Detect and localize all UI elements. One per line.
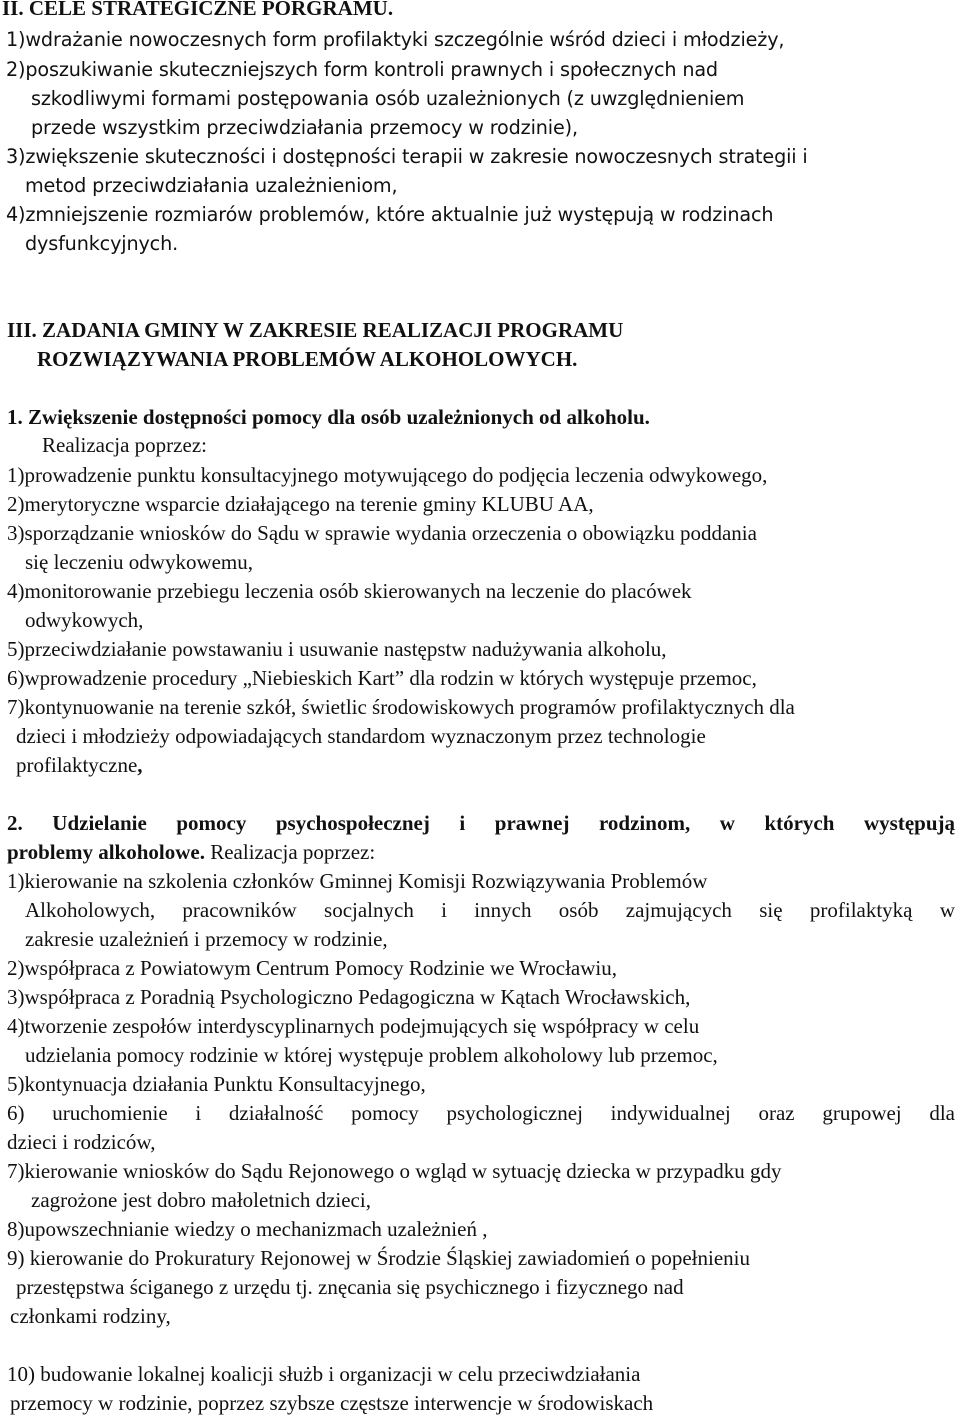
list-item-continuation: przestępstwa ściganego z urzędu tj. znęcania się psychicznego i fizycznego nad <box>16 1275 684 1299</box>
list-item: 2)merytoryczne wsparcie działającego na terenie gminy KLUBU AA, <box>7 492 594 516</box>
list-item: 6) uruchomienie i działalność pomocy psychologicznej indywidualnej oraz grupowej dla <box>7 1101 955 1125</box>
list-item: 4)zmniejszenie rozmiarów problemów, które aktualnie już występują w rodzinach <box>6 203 774 226</box>
realizacja-label: Realizacja poprzez: <box>42 433 207 457</box>
list-item: 10) budowanie lokalnej koalicji służb i organizacji w celu przeciwdziałania <box>7 1362 641 1386</box>
section-heading-cele: II. CELE STRATEGICZNE PORGRAMU. <box>2 0 394 20</box>
list-item-continuation <box>16 755 143 776</box>
list-item-continuation: odwykowych, <box>25 608 144 632</box>
list-item-continuation: członkami rodziny, <box>10 1304 171 1328</box>
section-heading-zadania-cont: ROZWIĄZYWANIA PROBLEMÓW ALKOHOLOWYCH. <box>37 347 578 371</box>
list-item-continuation: dzieci i młodzieży odpowiadających standardom wyznaczonym przez technologie <box>16 724 706 748</box>
list-item-text: profilaktyczne <box>16 753 138 777</box>
list-item-continuation: się leczeniu odwykowemu, <box>25 550 254 574</box>
list-item: 2)współpraca z Powiatowym Centrum Pomocy Rodzinie we Wrocławiu, <box>7 956 617 980</box>
list-item-continuation: dzieci i rodziców, <box>7 1130 156 1154</box>
list-item: 7)kierowanie wniosków do Sądu Rejonowego o wgląd w sytuację dziecka w przypadku gdy <box>7 1159 782 1183</box>
trailing-comma: , <box>137 753 143 777</box>
list-item: 3)sporządzanie wniosków do Sądu w sprawie wydania orzeczenia o obowiązku poddania <box>7 521 757 545</box>
task-heading-2-text: problemy alkoholowe. <box>7 840 205 864</box>
list-item: 7)kontynuowanie na terenie szkół, świetlic środowiskowych programów profilaktycznych dla <box>7 695 795 719</box>
list-item-continuation: dysfunkcyjnych. <box>25 232 179 255</box>
list-item: 5)kontynuacja działania Punktu Konsultacyjnego, <box>7 1072 426 1096</box>
list-item: 3)zwiększenie skuteczności i dostępności terapii w zakresie nowoczesnych strategii i <box>6 145 808 168</box>
list-item-continuation: Alkoholowych, pracowników socjalnych i innych osób zajmujących się profilaktyką w <box>25 898 955 922</box>
list-item: 8)upowszechnianie wiedzy o mechanizmach uzależnień , <box>7 1217 488 1241</box>
list-item: 4)tworzenie zespołów interdyscyplinarnych podejmujących się współpracy w celu <box>7 1014 700 1038</box>
list-item-continuation: szkodliwymi formami postępowania osób uzależnionych (z uwzględnieniem <box>31 87 745 110</box>
list-item-continuation: zakresie uzależnień i przemocy w rodzinie, <box>25 927 388 951</box>
list-item: 1)prowadzenie punktu konsultacyjnego motywującego do podjęcia leczenia odwykowego, <box>7 463 768 487</box>
task-heading-2: 2. Udzielanie pomocy psychospołecznej i prawnej rodzinom, w których występują <box>7 811 955 835</box>
list-item: 5)przeciwdziałanie powstawaniu i usuwanie następstw nadużywania alkoholu, <box>7 637 667 661</box>
list-item: 4)monitorowanie przebiegu leczenia osób skierowanych na leczenie do placówek <box>7 579 692 603</box>
list-item-continuation: udzielania pomocy rodzinie w której występuje problem alkoholowy lub przemoc, <box>25 1043 718 1067</box>
list-item: 1)kierowanie na szkolenia członków Gminnej Komisji Rozwiązywania Problemów <box>7 869 708 893</box>
list-item: 1)wdrażanie nowoczesnych form profilaktyki szczególnie wśród dzieci i młodzieży, <box>6 28 785 51</box>
list-item: 3)współpraca z Poradnią Psychologiczno Pedagogiczna w Kątach Wrocławskich, <box>7 985 691 1009</box>
list-item: 6)wprowadzenie procedury „Niebieskich Kart” dla rodzin w których występuje przemoc, <box>7 666 757 690</box>
list-item-continuation: przemocy w rodzinie, poprzez szybsze częstsze interwencje w środowiskach <box>10 1391 654 1415</box>
task-heading-2-cont <box>7 842 375 863</box>
section-heading-zadania: III. ZADANIA GMINY W ZAKRESIE REALIZACJI PROGRAMU <box>7 318 624 342</box>
list-item: 9) kierowanie do Prokuratury Rejonowej w Środzie Śląskiej zawiadomień o popełnieniu <box>7 1246 750 1270</box>
realizacja-label: Realizacja poprzez: <box>210 840 376 864</box>
list-item-continuation: zagrożone jest dobro małoletnich dzieci, <box>31 1188 371 1212</box>
list-item: 2)poszukiwanie skuteczniejszych form kontroli prawnych i społecznych nad <box>6 58 718 81</box>
task-heading-1: 1. Zwiększenie dostępności pomocy dla osób uzależnionych od alkoholu. <box>7 405 650 429</box>
list-item-continuation: przede wszystkim przeciwdziałania przemocy w rodzinie), <box>31 116 578 139</box>
list-item-continuation: metod przeciwdziałania uzależnieniom, <box>25 174 398 197</box>
